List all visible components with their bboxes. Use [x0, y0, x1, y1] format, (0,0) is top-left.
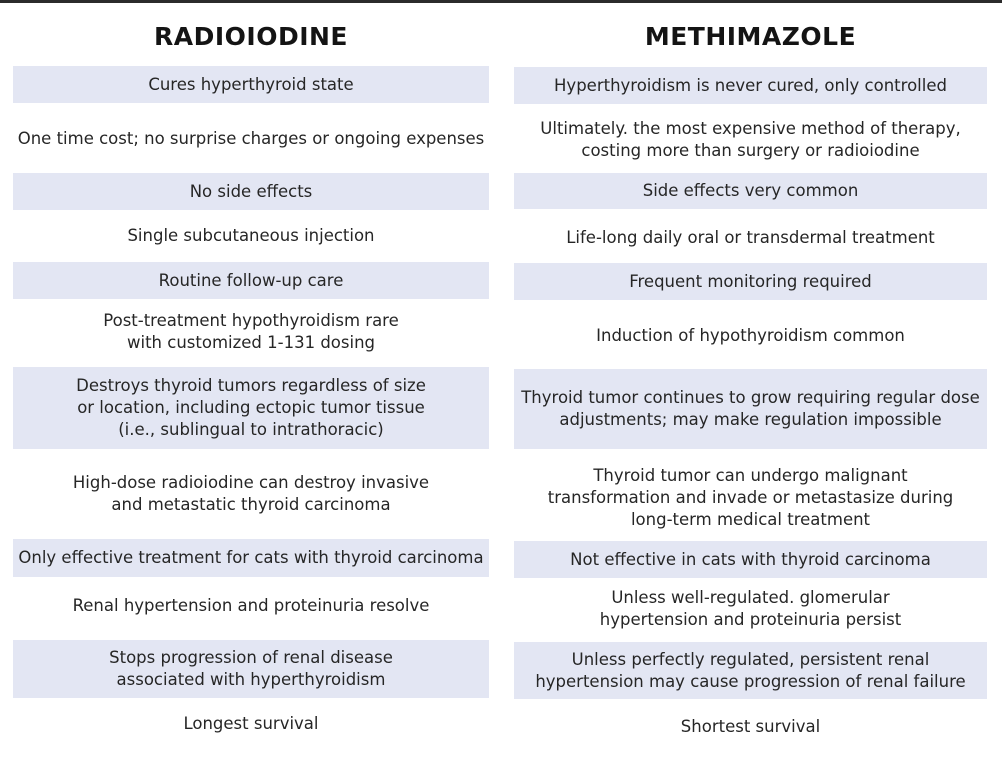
methimazole-row-2: Ultimately. the most expensive method of therapy, costing more than surgery or radioiodine	[540, 119, 961, 160]
radioiodine-row-12: Longest survival	[183, 714, 319, 733]
methimazole-row-3: Side effects very common	[514, 173, 987, 209]
radioiodine-heading: RADIOIODINE	[153, 21, 348, 51]
methimazole-heading: METHIMAZOLE	[644, 21, 857, 51]
radioiodine-row-5: Routine follow-up care	[13, 262, 489, 299]
methimazole-row-11: Unless perfectly regulated, persistent renal hypertension may cause progression of renal failure	[514, 642, 987, 699]
radioiodine-row-4: Single subcutaneous injection	[127, 226, 375, 245]
methimazole-row-10: Unless well-regulated. glomerular hypertension and proteinuria persist	[599, 588, 902, 629]
radioiodine-row-9: Only effective treatment for cats with thyroid carcinoma	[13, 539, 489, 577]
radioiodine-row-10: Renal hypertension and proteinuria resolve	[72, 596, 430, 615]
radioiodine-row-8: High-dose radioiodine can destroy invasive and metastatic thyroid carcinoma	[72, 473, 430, 514]
radioiodine-row-3: No side effects	[13, 173, 489, 210]
radioiodine-column	[13, 0, 489, 759]
radioiodine-row-7: Destroys thyroid tumors regardless of size or location, including ectopic tumor tissue (i.e., sublingual to intrathoracic)	[13, 367, 489, 449]
methimazole-column	[514, 0, 987, 759]
methimazole-row-1: Hyperthyroidism is never cured, only controlled	[514, 67, 987, 104]
methimazole-row-5: Frequent monitoring required	[514, 263, 987, 300]
radioiodine-row-2: One time cost; no surprise charges or ongoing expenses	[17, 129, 485, 148]
methimazole-row-6: Induction of hypothyroidism common	[596, 326, 905, 345]
methimazole-row-8: Thyroid tumor can undergo malignant transformation and invade or metastasize during long-term medical treatment	[547, 466, 954, 529]
methimazole-row-7: Thyroid tumor continues to grow requiring regular dose adjustments; may make regulation impossible	[514, 369, 987, 449]
methimazole-row-12: Shortest survival	[680, 717, 821, 736]
radioiodine-row-11: Stops progression of renal disease associated with hyperthyroidism	[13, 640, 489, 698]
methimazole-row-9: Not effective in cats with thyroid carcinoma	[514, 541, 987, 578]
methimazole-row-4: Life-long daily oral or transdermal treatment	[566, 228, 935, 247]
radioiodine-row-6: Post-treatment hypothyroidism rare with customized 1-131 dosing	[103, 311, 399, 352]
radioiodine-row-1: Cures hyperthyroid state	[13, 66, 489, 103]
